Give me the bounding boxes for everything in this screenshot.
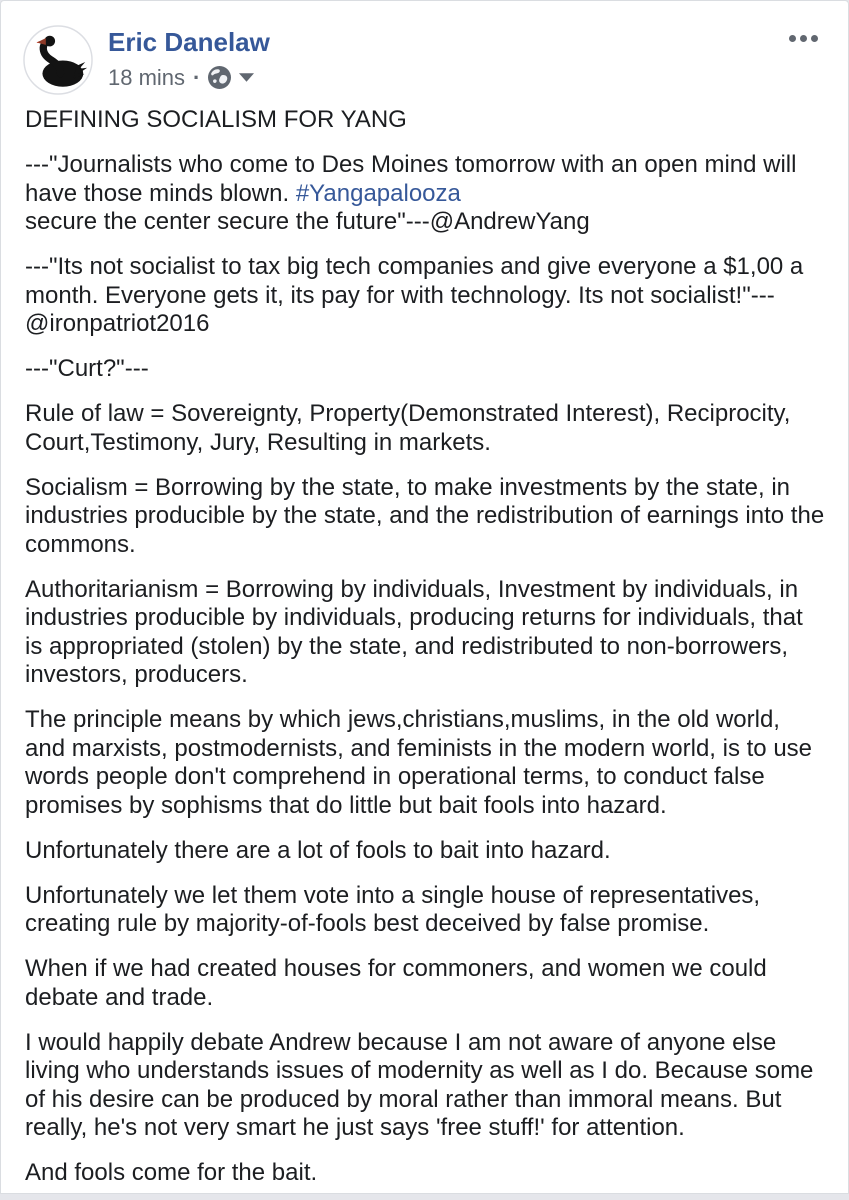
post-paragraph: And fools come for the bait. <box>25 1159 318 1186</box>
post-meta-row <box>108 65 270 91</box>
ellipsis-dot <box>789 35 796 42</box>
chevron-down-icon[interactable] <box>239 73 254 82</box>
post-paragraph: ---"Its not socialist to tax big tech companies and give everyone a $1,00 a month. Everyone gets it, its pay for with technology. Its not socialist!"---@ironpatriot2016 <box>25 253 804 337</box>
ellipsis-dot <box>800 35 807 42</box>
post-paragraph <box>25 151 825 237</box>
author-name-link[interactable]: Eric Danelaw <box>108 27 270 57</box>
post-paragraph: The principle means by which jews,christians,muslims, in the old world, and marxists, postmodernists, and feminists in the modern world, is to use words people don't comprehend in operational terms, to conduct false promises by sophisms that do little but bait fools into hazard. <box>25 706 813 819</box>
black-swan-avatar[interactable] <box>23 25 93 95</box>
post-paragraph: Rule of law = Sovereignty, Property(Demonstrated Interest), Reciprocity, Court,Testimony, Jury, Resulting in markets. <box>25 400 791 456</box>
post-paragraph: I would happily debate Andrew because I am not aware of anyone else living who understands issues of modernity as well as I do. Because some of his desire can be produced by moral rather than immoral means. But really, he's not very smart he just says 'free stuff!' for attention. <box>25 1028 814 1141</box>
post-paragraph: When if we had created houses for commoners, and women we could debate and trade. <box>25 955 767 1011</box>
post-paragraph: Authoritarianism = Borrowing by individuals, Investment by individuals, in industries producible by individuals, producing returns for individuals, that is appropriated (stolen) by the state, and redistributed to non-borrowers, investors, producers. <box>25 575 803 688</box>
globe-icon <box>208 66 231 89</box>
post-paragraph: Unfortunately there are a lot of fools to bait into hazard. <box>25 836 611 864</box>
post-paragraph: ---"Curt?"--- <box>25 355 149 382</box>
post-body <box>1 95 848 1194</box>
timestamp[interactable]: 18 mins <box>108 64 186 90</box>
paragraph-text: ---"Journalists who come to Des Moines tomorrow with an open mind will have those minds blown. <box>25 151 797 207</box>
post-paragraph: Socialism = Borrowing by the state, to make investments by the state, in industries producible by the state, and the redistribution of earnings into the commons. <box>25 473 825 558</box>
hashtag-link[interactable]: #Yangapalooza <box>295 179 461 207</box>
post-header <box>1 1 848 95</box>
meta-separator: · <box>193 64 201 90</box>
post-paragraph: Unfortunately we let them vote into a single house of representatives, creating rule by majority-of-fools best deceived by false promise. <box>25 881 761 937</box>
post-paragraph: DEFINING SOCIALISM FOR YANG <box>25 106 407 133</box>
header-text <box>108 25 270 91</box>
paragraph-text: secure the center secure the future"---@AndrewYang <box>25 208 590 235</box>
ellipsis-dot <box>811 35 818 42</box>
post-options-button[interactable] <box>785 31 822 46</box>
